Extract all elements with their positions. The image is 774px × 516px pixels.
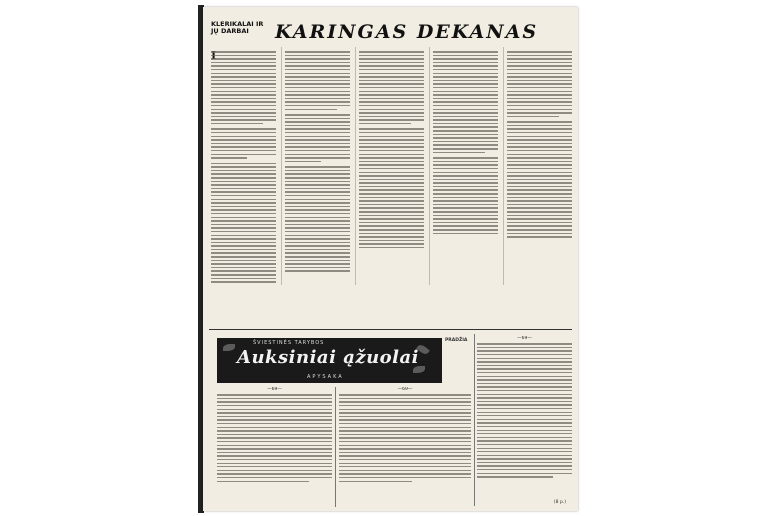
serial-intro bbox=[445, 338, 473, 383]
article-column-2 bbox=[281, 47, 350, 285]
article-paragraph bbox=[211, 128, 276, 158]
column-divider bbox=[335, 387, 336, 507]
column-divider bbox=[474, 334, 475, 506]
lower-left-column bbox=[217, 387, 332, 507]
article-column-3 bbox=[355, 47, 424, 285]
serial-banner bbox=[217, 338, 442, 383]
section-mark: —69— bbox=[517, 336, 532, 341]
article-paragraph bbox=[507, 51, 572, 117]
article-column-4 bbox=[429, 47, 498, 285]
article-paragraph bbox=[285, 166, 350, 272]
banner-title: Auksiniai ąžuolai bbox=[237, 347, 420, 368]
lower-middle-column bbox=[339, 387, 471, 507]
banner-subtitle-bottom: APYSAKA bbox=[307, 374, 344, 380]
article-column-5 bbox=[503, 47, 572, 285]
banner-subtitle-top: ŠVIESTINĖS TARYBOS bbox=[253, 340, 325, 346]
section-mark: —69— bbox=[397, 387, 413, 392]
article-columns bbox=[211, 47, 572, 285]
article-paragraph bbox=[285, 51, 350, 110]
article-paragraph bbox=[285, 114, 350, 162]
article-headline: KARINGAS DEKANAS bbox=[275, 21, 539, 43]
article-paragraph bbox=[433, 51, 498, 153]
article-paragraph bbox=[211, 163, 276, 285]
article-paragraph bbox=[359, 51, 424, 124]
article-paragraph bbox=[507, 121, 572, 238]
article-paragraph bbox=[359, 128, 424, 248]
lower-right-column bbox=[477, 336, 572, 508]
page-number: (8 p.) bbox=[553, 500, 566, 505]
section-divider bbox=[209, 329, 572, 330]
article-paragraph bbox=[211, 51, 276, 124]
serial-intro-heading: PRADŽIA bbox=[445, 338, 468, 343]
section-mark: —69— bbox=[267, 387, 282, 392]
newspaper-page bbox=[203, 7, 578, 511]
oak-leaf-icon bbox=[223, 344, 235, 351]
article-column-1 bbox=[211, 47, 276, 285]
article-paragraph bbox=[433, 157, 498, 234]
article-kicker: KLERIKALAI IR JŲ DARBAI bbox=[211, 20, 264, 35]
